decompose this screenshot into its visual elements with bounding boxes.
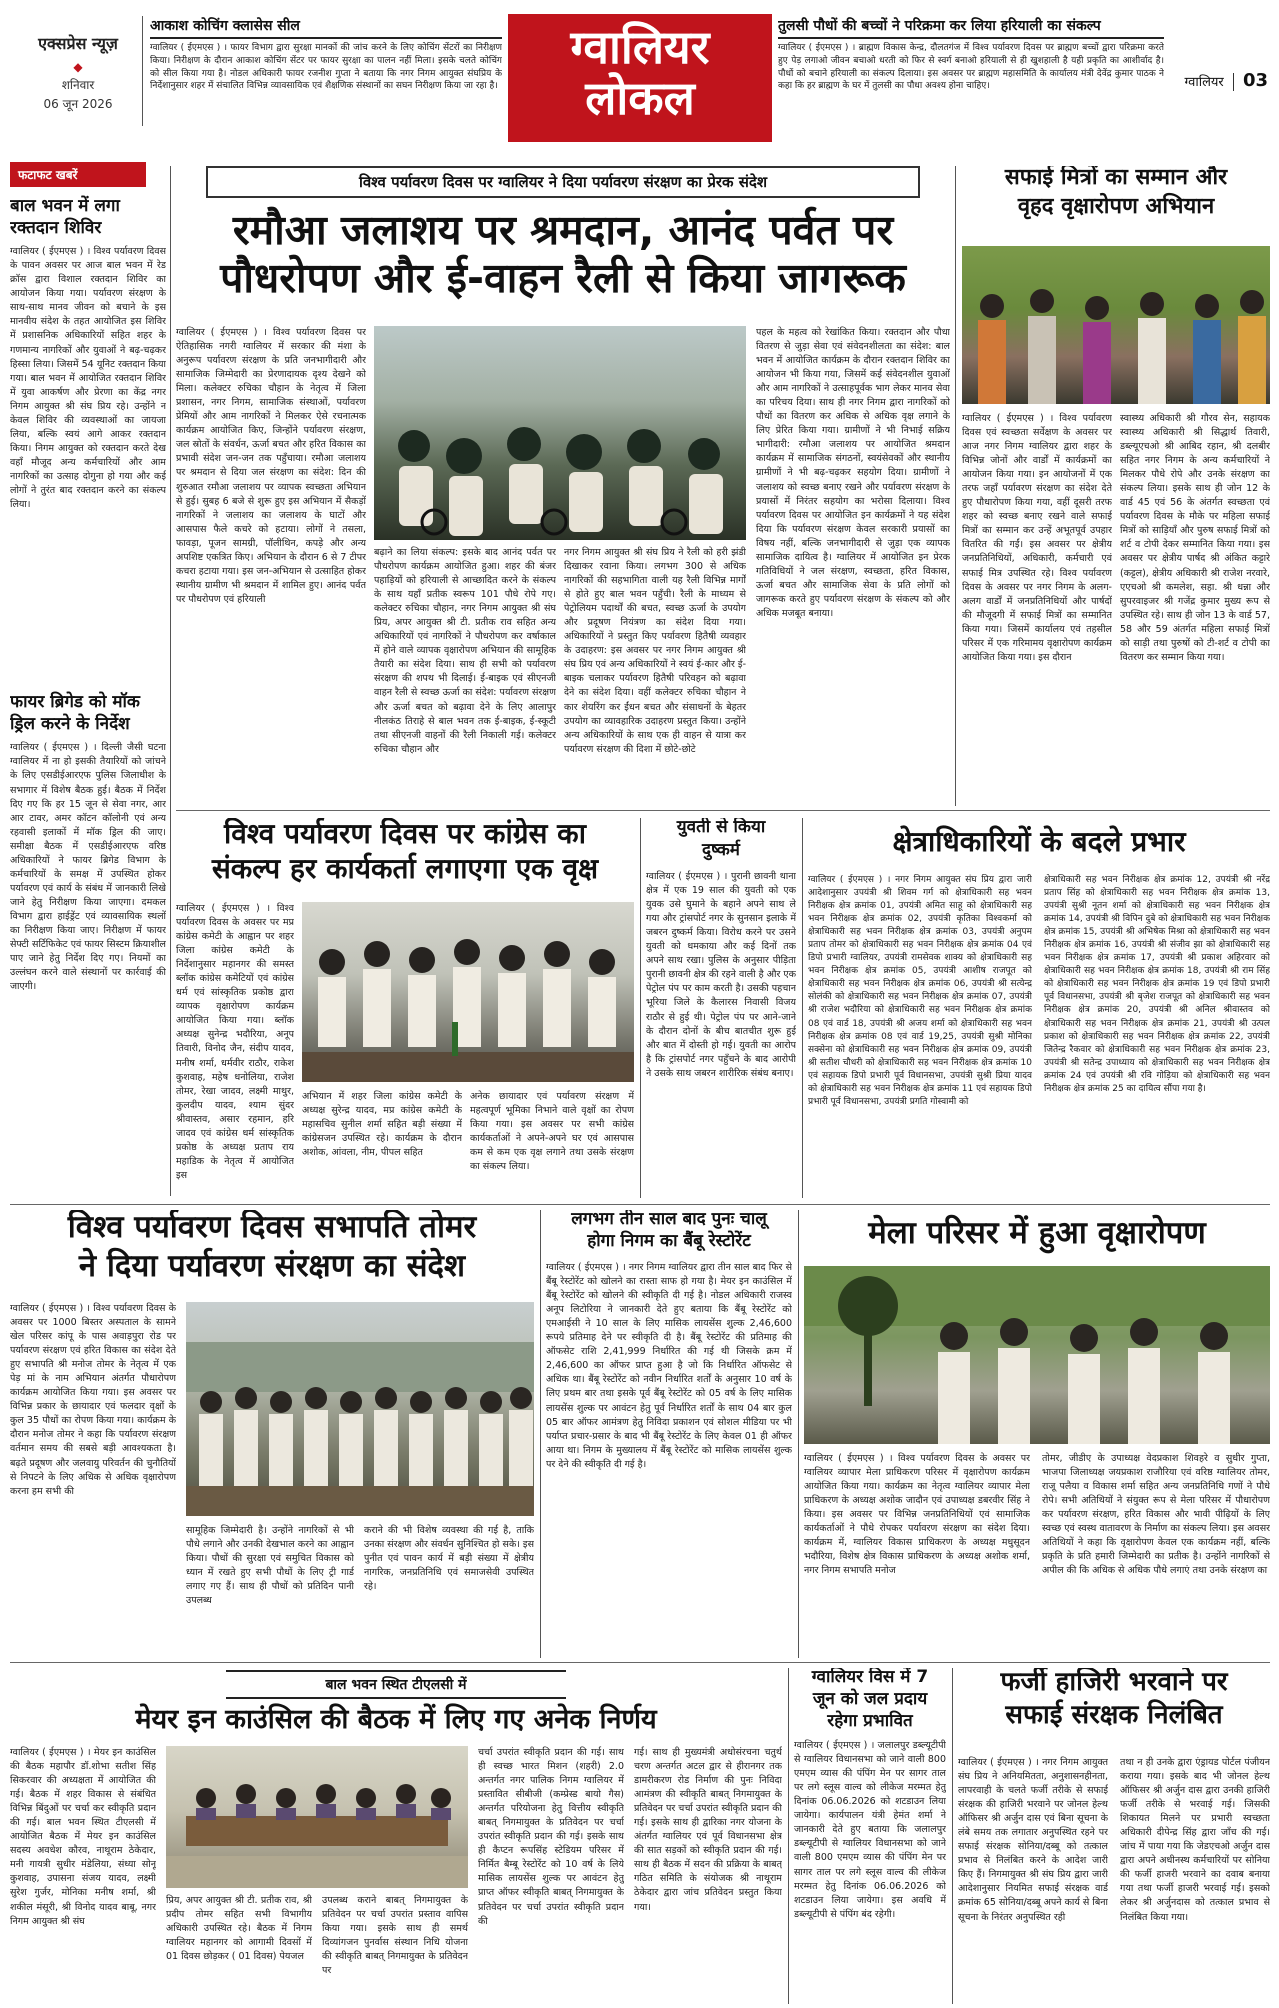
safai-col1: ग्वालियर ( ईएमएस ) । विश्व पर्यावरण दिवस एवं स्वच्छता सर्वेक्षण के अवसर पर आज नगर निगम ग्वालियर द्वारा शहर के विभिन्न जोनों और वार्डों में कार्यक्रमों का आयोजन किया गया। इन आयोजनों में एक तरफ जहाँ पर्यावरण संरक्षण का संदेश देते हुए पौधारोपण किया गया, वहीं दूसरी तरफ शहर को स्वच्छ बनाए रखने वाले सफाई मित्रों का सम्मान कर उन्हें अभूतपूर्व उपहार वितरित की गईं। इस अवसर पर क्षेत्रीय जनप्रतिनिधियों, अधिकारी, कर्मचारी एवं सफाई मित्र उपस्थित रहे। विश्व पर्यावरण दिवस के अवसर पर नगर निगम के अलग-अलग वार्डों में जनप्रतिनिधियों और पार्षदों की मौजूदगी में सफाई मित्रों का सम्मानित किया गया। जिसमें कार्यालय एवं तहसील परिसर में एक गरिमामय वृक्षारोपण कार्यक्रम आयोजित किया गया। इस दौरान	[962, 413, 1112, 663]
sabhapati-headline-line2: ने दिया पर्यावरण संरक्षण का संदेश	[78, 1247, 466, 1284]
masthead-right-story	[778, 16, 1164, 126]
masthead-right-body: ग्वालियर ( ईएमएस ) । ब्राह्मण विकास केन्द्र, दौलतगंज में विश्व पर्यावरण दिवस पर ब्राह्मण बच्चों द्वारा परिक्रमा करते हुए पेड़ लगाओ जीवन बचाओ धरती को फिर से स्वर्ग बनाओ हरियाली से ही खुशहाली है यही प्रकृति का आशीर्वाद है। पौधों को बचाने हरियाली का संकल्प दिलाया। इस अवसर पर ब्राह्मण महासमिति के कार्यालय मंत्री देवेंद्र कुमार पाठक ने कहा कि हर ब्राह्मण के घर में तुलसी का पौधा अवश्य होना चाहिए।	[778, 43, 1164, 92]
mayor-col4: चर्चा उपरांत स्वीकृति प्रदान की गई। साथ ही स्वच्छ भारत मिशन (शहरी) 2.0 अन्तर्गत नगर पालिक निगम ग्वालियर में प्रस्तावित सीबीजी (कम्प्रेस्ड बायो गैस) अन्तर्गत परियोजना हेतु वित्तीय स्वीकृति बाबत् निगमायुक्त के प्रतिवेदन पर चर्चा उपरांत स्वीकृति प्रदान की गई। इसके साथ ही कैप्टन रूपसिंह स्टेडियम परिसर में निर्मित बैम्बू रेस्टोरेंट को 10 वर्ष के लिये मासिक लायसेंस शुल्क पर आवंटन हेतु प्राप्त ऑफर स्वीकृति बाबत् निगमायुक्त के प्रतिवेदन पर चर्चा उपरांत स्वीकृति प्रदान की	[478, 1747, 624, 1927]
bambu-story	[546, 1210, 792, 1658]
sabhapati-col1: ग्वालियर ( ईएमएस ) । विश्व पर्यावरण दिवस के अवसर पर 1000 बिस्तर अस्पताल के सामने खेल परिसर कांपू के पास अवाड़पुरा रोड पर पर्यावरण संरक्षण एवं हरित विकास का संदेश देते हुए सभापति श्री मनोज तोमर के नेतृत्व में एक पेड़ मां के नाम अभियान अंतर्गत पौधारोपण कार्यक्रम आयोजित किया गया। इस अवसर पर विभिन्न प्रकार के छायादार एवं फलदार वृक्षों के कुल 35 पौधों का रोपण किया गया। कार्यक्रम के दौरान मनोज तोमर ने कहा कि पर्यावरण संरक्षण वर्तमान समय की सबसे बड़ी आवश्यकता है। बढ़ते प्रदूषण और जलवायु परिवर्तन की चुनौतियों से निपटने के लिए अधिक से अधिक वृक्षारोपण करना हम सभी की	[10, 1303, 176, 1497]
mela-planting-illustration	[804, 1266, 1270, 1444]
farji-col1: ग्वालियर ( ईएमएस ) । नगर निगम आयुक्त संघ प्रिय ने अनियमितता, अनुशासनहीनता, लापरवाही के चलते फर्जी तरीके से सफाई संरक्षक की हाजिरी भरवाने पर जोनल हेल्थ ऑफिसर श्री अर्जुन दास एवं बिना सूचना के लंबे समय तक लगातार अनुपस्थित रहने पर सफाई संरक्षक सोनिया/दब्बू को तत्काल प्रभाव से निलंबित करने के आदेश जारी किए हैं। निगमायुक्त श्री संघ प्रिय द्वारा जारी आदेशानुसार नियमित सफाई संरक्षक वार्ड क्रमांक 65 सोनिया/दब्बू अपने कार्य से बिना सूचना के निरंतर अनुपस्थित रही	[958, 1757, 1108, 1923]
congress-col1: ग्वालियर ( ईएमएस ) । विश्व पर्यावरण दिवस के अवसर पर मप्र कांग्रेस कमेटी के आह्वान पर शहर जिला कांग्रेस कमेटी के निर्देशानुसार महानगर की समस्त ब्लॉक कांग्रेस कमेटियों एवं कांग्रेस धर्म एवं सांस्कृतिक प्रकोष्ठ द्वारा व्यापक वृक्षारोपण कार्यक्रम आयोजित किया गया। ब्लॉक अध्यक्ष सुनेन्द्र भदौरिया, अनूप तिवारी, विनोद जैन, संदीप यादव, मनीष शर्मा, धर्मवीर राठौर, राकेश कुशवाह, महेष धनोलिया, राजेश तोमर, रेखा जादव, लक्ष्मी माथुर, कुलदीप यादव, श्याम सुंदर श्रीवास्तव, असार रहमान, हरि जादव एवं कांग्रेस धर्म सांस्कृतिक प्रकोष्ठ के अध्यक्ष प्रताप राय महाडिक के नेतृत्व में आयोजित इस	[176, 903, 294, 1181]
mayor-photo	[166, 1746, 468, 1888]
mayor-meeting-illustration	[166, 1746, 468, 1888]
congress-photo	[302, 902, 634, 1082]
section-banner	[508, 14, 772, 142]
farji-story	[958, 1668, 1270, 2004]
sidebar-story2-body: ग्वालियर ( ईएमएस ) । दिल्ली जैसी घटना ग्वालियर में ना हो इसकी तैयारियों को जांचने के लिए एसडीईआरएफ पुलिस जिलाधीश के सभागार में विशेष बैठक हुई। बैठक में निर्देश दिए गए कि हर 15 जून से सेवा नगर, आर आर टावर, अमर कॉटन कॉलोनी एवं अन्य रहवासी इलाकों में मॉक ड्रिल की जाए। समीक्षा बैठक में एसडीईआरएफ वरिष्ठ अधिकारियों ने फायर ब्रिगेड विभाग के कर्मचारियों के समक्ष में उपस्थित होकर पर्यावरण एवं कार्य के संबंध में जानकारी लिखे जाने हेतु निरीक्षण किया जाएगा। दमकल विभाग द्वारा हाईड्रेंट एवं व्यावसायिक स्थलों का निरीक्षण किया जाए। निरीक्षण में फायर सेफ्टी सर्टिफिकेट एवं फायर सिस्टम क्रियाशील पाए जाने हेतु निर्देश दिए गए। नियमों का उल्लंघन करने वाले संस्थानों पर कार्रवाई की जाएगी।	[10, 742, 166, 993]
prabhar-col1: ग्वालियर ( ईएमएस ) । नगर निगम आयुक्त संघ प्रिय द्वारा जारी आदेशानुसार उपयंत्री श्री शिवम गर्ग को क्षेत्राधिकारी सह भवन निरीक्षक क्षेत्र क्रमांक 01, उपयंत्री अमित साहू को क्षेत्राधिकारी सह भवन निरीक्षक क्षेत्र क्रमांक 02, उपयंत्री कृतिका विश्वकर्मा को क्षेत्राधिकारी सह भवन निरीक्षक क्षेत्र क्रमांक 03, उपयंत्री अनुपम प्रताप तोमर को क्षेत्राधिकारी सह भवन निरीक्षक क्षेत्र क्रमांक 04 एवं डिपो प्रभारी ग्वालियर, उपयंत्री रामसेवक शाक्य को क्षेत्राधिकारी सह भवन निरीक्षक क्षेत्र क्रमांक 05, उपयंत्री आशीष राजपूत को क्षेत्राधिकारी सह भवन निरीक्षक क्षेत्र क्रमांक 06, उपयंत्री श्री सत्येन्द्र सोलंकी को क्षेत्राधिकारी सह भवन निरीक्षक क्षेत्र क्रमांक 07, उपयंत्री श्री राजेश भदौरिया को क्षेत्राधिकारी सह भवन निरीक्षक क्षेत्र क्रमांक 08 एवं वार्ड 18, उपयंत्री श्री अजय शर्मा को क्षेत्राधिकारी सह भवन निरीक्षक क्षेत्र क्रमांक 08 एवं वार्ड 19,25, उपयंत्री सुश्री मोनिका सक्सेना को क्षेत्राधिकारी सह भवन निरीक्षक क्षेत्र क्रमांक 09, उपयंत्री श्री सतीश चौधरी को क्षेत्राधिकारी सह भवन निरीक्षक क्षेत्र क्रमांक 10 एवं सहायक डिपो प्रभारी पूर्व विधानसभा, उपयंत्री सुश्री प्रिया यादव को क्षेत्राधिकारी सह भवन निरीक्षक क्षेत्र क्रमांक 11 एवं सहायक डिपो प्रभारी पूर्व विधानसभा, उपयंत्री प्रगति गोस्वामी को	[808, 875, 1032, 1107]
sabhapati-col2: सामूहिक जिम्मेदारी है। उन्होंने नागरिकों से भी पौधे लगाने और उनकी देखभाल करने का आह्वान किया। पौधों की सुरक्षा एवं समुचित विकास को ध्यान में रखते हुए सभी पौधों के लिए ट्री गार्ड लगाए गए हैं। साथ ही पौधों को प्रतिदिन पानी उपलब्ध	[186, 1525, 354, 1607]
brand-block	[18, 14, 138, 124]
mela-story	[804, 1210, 1270, 1658]
page-number-block	[1168, 70, 1268, 94]
issue-day: शनिवार	[61, 78, 95, 92]
mela-col1: ग्वालियर ( ईएमएस ) । विश्व पर्यावरण दिवस के अवसर पर ग्वालियर व्यापार मेला प्राधिकरण परिसर में वृक्षारोपण कार्यक्रम आयोजित किया गया। कार्यक्रम का नेतृत्व ग्वालियर व्यापार मेला प्राधिकरण के अध्यक्ष अशोक जादौन एवं उपाध्यक्ष डबरवीर सिंह ने किया। इस अवसर पर विभिन्न जनप्रतिनिधियों एवं सामाजिक कार्यकर्ताओं ने पौधे रोपकर पर्यावरण संरक्षण का संदेश दिया। कार्यक्रम में, ग्वालियर विकास प्राधिकरण के अध्यक्ष मधुसूदन भदौरिया, विशेष क्षेत्र विकास प्राधिकरण के अध्यक्ष अशोक शर्मा, नगर निगम सभापति मनोज	[804, 1453, 1030, 1577]
prabhar-story	[808, 818, 1270, 1198]
mayor-col2: प्रिय, अपर आयुक्त श्री टी. प्रतीक राव, श्री प्रदीप तोमर सहित सभी विभागीय अधिकारी उपस्थित रहे। बैठक में निगम ग्वालियर महानगर को आगामी दिवसों में 01 दिवस छोड़कर ( 01 दिवस) पेयजल	[166, 1895, 312, 1963]
yuvati-headline-line2: दुष्कर्म	[702, 840, 740, 861]
mayor-headline: मेयर इन काउंसिल की बैठक में लिए गए अनेक निर्णय	[135, 1704, 657, 1735]
sabhapati-photo	[186, 1302, 534, 1516]
lead-col2: बढ़ाने का लिया संकल्प: इसके बाद आनंद पर्वत पर पौधरोपण कार्यक्रम आयोजित हुआ। शहर की बंजर पहाड़ियों को हरियाली से आच्छादित करने के संकल्प के साथ यहाँ प्रतीक स्वरूप 101 पौधे रोपे गए। कलेक्टर रुचिका चौहान, नगर निगम आयुक्त श्री संघ प्रिय, अपर आयुक्त श्री टी. प्रतीक राव सहित अन्य अधिकारियों एवं नागरिकों ने पौधरोपण कर वर्षाकाल में होने वाले व्यापक वृक्षारोपण अभियान की सामूहिक तैयारी का संदेश दिया। साथ ही सभी को पर्यावरण संरक्षण की शपथ भी दिलाई। ई-बाइक एवं सीएनजी वाहन रैली से स्वच्छ ऊर्जा का संदेश: पर्यावरण संरक्षण और ऊर्जा बचत को बढ़ावा देने के लिए आलापुर नीलकंठ तिराहे से बाल भवन तक ई-बाइक, ई-स्कूटी तथा सीएनजी वाहनों की रैली निकाली गई। कलेक्टर रुचिका चौहान और	[374, 547, 556, 755]
lead-headline-line2: पौधरोपण और ई-वाहन रैली से किया जागरूक	[220, 253, 906, 302]
lead-rally-photo	[374, 326, 746, 540]
mayor-col3: उपलब्ध कराने बाबत् निगमायुक्त के प्रतिवेदन पर चर्चा उपरांत प्रस्ताव वापिस किया गया। इसके साथ ही समर्थ दिव्यांगजन पुनर्वास संस्थान निधि योजना की स्वीकृति बाबत् निगमायुक्त के प्रतिवेदन पर	[322, 1895, 468, 1977]
congress-col2: अभियान में शहर जिला कांग्रेस कमेटी के अध्यक्ष सुरेन्द्र यादव, मप्र कांग्रेस कमेटी के महासचिव सुनील शर्मा सहित बड़ी संख्या में कांग्रेसजन उपस्थित रहे। कार्यक्रम के दौरान अशोक, आंवला, नीम, पीपल सहित	[302, 1091, 462, 1159]
mela-photo	[804, 1266, 1270, 1444]
bambu-body: ग्वालियर ( ईएमएस ) । नगर निगम ग्वालियर द्वारा तीन साल बाद फिर से बैंबू रेस्टोरेंट को खोलने का रास्ता साफ हो गया है। मेयर इन काउंसिल में बैंबू रेस्टोरेंट को खोलने की स्वीकृति दी गई है। नोडल अधिकारी राजस्व अनूप लिटोरिया ने जानकारी देते हुए बताया कि बैंबू रेस्टोरेंट को एमआईसी ने 10 साल के लिए मासिक लायसेंस शुल्क 2,46,600 रूपये प्रतिमाह देने पर स्वीकृति दी है। बैंबू रेस्टोरेंट की प्रतिमाह की ऑफसेट राशि 2,41,999 निर्धारित की गई थी जिसके क्रम में 2,46,600 का ऑफर प्राप्त हुआ है जो कि निर्धारित ऑफसेट से अधिक था। बैंबू रेस्टोरेंट को नवीन निर्धारित शर्तों के अनुसार 10 वर्ष के लिए प्रथम बार तथा इसके पूर्व बैंबू रेस्टोरेंट को 05 वर्ष के लिए मासिक लायसेंस शुल्क पर आवंटन हेतु पूर्व निर्धारित शर्तों के साथ 04 बार कुल 05 बार ऑफर आमंत्रण हेतु निविदा प्रकाशन एवं सोशल मीडिया पर भी पर्याप्त प्रचार-प्रसार के बाद भी बैंबू रेस्टोरेंट के लिए केवल 01 ही ऑफर आया था। निगम के मुख्यालय में बैंबू रेस्टोरेंट को मासिक लायसेंस शुल्क पर देने की स्वीकृति दी गई है।	[546, 1262, 792, 1470]
yuvati-body: ग्वालियर ( ईएमएस ) । पुरानी छावनी थाना क्षेत्र में एक 19 साल की युवती को एक युवक उसे घुमाने के बहाने अपने साथ ले गया और ट्रांसपोर्ट नगर के सुनसान इलाके में जबरन दुष्कर्म किया। विरोध करने पर उसने युवती को धमकाया और कई दिनों तक अपने साथ रखा। पुलिस के अनुसार पीड़िता पुरानी छावनी क्षेत्र की रहने वाली है और एक पेट्रोल पंप पर काम करती है। उसकी पहचान भूरिया जिले के कैलारस निवासी विजय राठौर से हुई थी। पेट्रोल पंप पर आने-जाने के दौरान दोनों के बीच बातचीत शुरू हुई और बात में दोस्ती हो गई। युवती का आरोप है कि ट्रांसपोर्ट नगर पहुँचने के बाद आरोपी ने उसके साथ जबरन शारीरिक संबंध बनाए।	[646, 871, 796, 1079]
bambu-headline-line1: लगभग तीन साल बाद पुनः चालू	[571, 1210, 767, 1229]
brand-diamond-icon: ◆	[73, 60, 83, 74]
masthead-left-story	[150, 16, 502, 126]
brand-name: एक्सप्रेस न्यूज़	[38, 34, 118, 53]
sidebar-story1-body: ग्वालियर ( ईएमएस ) । विश्व पर्यावरण दिवस के पावन अवसर पर आज बाल भवन में रेड क्रॉस द्वारा विशाल रक्तदान शिविर का आयोजन किया गया। पर्यावरण संरक्षण के साथ-साथ मानव जीवन को बचाने के इस मानवीय संदेश के तहत आयोजित इस शिविर में प्रशासनिक अधिकारियों सहित शहर के गणमान्य नागरिकों और युवाओं ने बढ़-चढ़कर हिस्सा लिया। जिसमें 54 यूनिट रक्तदान किया गया। बाल भवन में आयोजित रक्तदान शिविर में युवा आकर्षण और प्रेरणा का केंद्र नगर निगम आयुक्त श्री संघ प्रिय रहे। उन्होंने न केवल शिविर की व्यवस्थाओं का जायजा लिया, बल्कि स्वयं आगे आकर रक्तदान किया। निगम आयुक्त को रक्तदान करते देख वहाँ मौजूद अन्य कर्मचारियों और आम नागरिकों का उत्साह दोगुना हो गया और कई लोगों ने तुरंत बाद रक्तदान करने का संकल्प लिया।	[10, 246, 166, 511]
mayor-kicker: बाल भवन स्थित टीएलसी में	[226, 1670, 566, 1699]
sidebar-story2-title: फायर ब्रिगेड को मॉक ड्रिल करने के निर्देश	[10, 692, 140, 735]
jal-headline-line3: रहेगा प्रभावित	[827, 1711, 913, 1732]
mela-col2: तोमर, जीडीए के उपाध्यक्ष वेदप्रकाश शिवहरे व सुधीर गुप्ता, भाजपा जिलाध्यक्ष जयप्रकाश राजौरिया एवं वरिष्ठ ग्वालियर तोमर, राजू पलैया व विकास शर्मा सहित अन्य जनप्रतिनिधि गणों ने पौधे रोपे। सभी अतिथियों ने संयुक्त रूप से मेला परिसर में पौधारोपण कर पर्यावरण संरक्षण, हरित विकास और भावी पीढ़ियों के लिए स्वच्छ एवं स्वस्थ वातावरण के निर्माण का संकल्प लिया। इस अवसर अतिथियों ने कहा कि वृक्षारोपण केवल एक कार्यक्रम नहीं, बल्कि प्रकृति के प्रति हमारी जिम्मेदारी का प्रतीक है। उन्होंने नागरिकों से अपील की कि अधिक से अधिक पौधे लगाएं तथा उनके संरक्षण का	[1042, 1453, 1270, 1577]
mayor-story	[10, 1668, 782, 2004]
farji-headline-line2: सफाई संरक्षक निलंबित	[1005, 1700, 1223, 1731]
jal-headline-line1: ग्वालियर विस में 7	[811, 1668, 929, 1687]
lead-col1: ग्वालियर ( ईएमएस ) । विश्व पर्यावरण दिवस पर ऐतिहासिक नगरी ग्वालियर में सरकार की मंशा के अनुरूप पर्यावरण संरक्षण के प्रति जनभागीदारी और सामाजिक जिम्मेदारी का प्रेरणादायक दृश्य देखने को मिला। कलेक्टर रुचिका चौहान के नेतृत्व में जिला प्रशासन, नगर निगम, सामाजिक संस्थाओं, पर्यावरण प्रेमियों और आम नागरिकों ने मिलकर ऐसे रचनात्मक कार्यक्रम आयोजित किए, जिन्होंने पर्यावरण संरक्षण, जल स्रोतों के संवर्धन, ऊर्जा बचत और हरित विकास का प्रभावी संदेश जन-जन तक पहुँचाया। रमौआ जलाशय पर श्रमदान से दिया जल संरक्षण का संदेश: दिन की शुरुआत रमौआ जलाशय पर व्यापक स्वच्छता अभियान से हुई। सुबह 6 बजे से शुरू हुए इस अभियान में सैकड़ों नागरिकों ने जलाशय का जलाशय के घाटों और आसपास फैले कचरे को हटाया। लोगों ने तसला, फावड़ा, पूजन सामग्री, पॉलीथिन, कपड़े और अन्य अपशिष्ट एकत्रित किए। अभियान के दौरान 6 से 7 टीपर कचरा हटाया गया। इस जन-अभियान से उत्साहित होकर स्थानीय ग्रामीण भी श्रमदान में शामिल हुए। आनंद पर्वत पर पौधरोपण एवं हरियाली	[176, 327, 366, 605]
masthead-left-title: आकाश कोचिंग क्लासेस सील	[150, 16, 502, 39]
yuvati-story	[646, 818, 796, 1198]
lead-col4: पहल के महत्व को रेखांकित किया। रक्तदान और पौधा वितरण से जुड़ा सेवा एवं संवेदनशीलता का संदेश: बाल भवन में आयोजित कार्यक्रम के दौरान रक्तदान शिविर का आयोजन भी किया गया, जिसमें कई संवेदनशील युवाओं और आम नागरिकों ने उत्साहपूर्वक भाग लेकर मानव सेवा का परिचय दिया। साथ ही नगर निगम द्वारा नागरिकों को पौधों का वितरण कर अधिक से अधिक वृक्ष लगाने के लिए प्रेरित किया गया। ग्रामीणों ने भी निभाई सक्रिय भागीदारी: रमौआ जलाशय पर आयोजित श्रमदान कार्यक्रम में सामाजिक संगठनों, स्वयंसेवकों और स्थानीय ग्रामीणों ने भी बढ़-चढ़कर सहयोग दिया। ग्रामीणों ने जलाशय को स्वच्छ बनाए रखने और पर्यावरण संरक्षण के प्रयासों में निरंतर सहयोग का भरोसा दिलाया। विश्व पर्यावरण दिवस पर आयोजित इन कार्यक्रमों ने यह संदेश दिया कि पर्यावरण संरक्षण केवल सरकारी प्रयासों का विषय नहीं, बल्कि जनभागीदारी से जुड़ा एक व्यापक सामाजिक दायित्व है। ग्वालियर में आयोजित इन प्रेरक गतिविधियों ने जल संरक्षण, स्वच्छता, हरित विकास, ऊर्जा बचत और सामाजिक सेवा के प्रति लोगों को जागरूक करते हुए पर्यावरण संरक्षण के संकल्प को और अधिक मजबूत बनाया।	[756, 327, 950, 619]
lead-headline-line1: रमौआ जलाशय पर श्रमदान, आनंद पर्वत पर	[232, 206, 894, 254]
sabhapati-story	[10, 1210, 534, 1658]
safai-col2: स्वास्थ्य अधिकारी श्री गौरव सेन, सहायक स्वास्थ्य अधिकारी श्री सिद्धार्थ तिवारी, डब्ल्यूएचओ श्री आबिद रहान, श्री दलबीर सहित नगर निगम के अन्य कर्मचारियों ने मिलकर पौधे रोपे और उनके संरक्षण का संकल्प लिया। इसके साथ ही जोन 12 के वार्ड 45 एवं 56 के अंतर्गत स्वच्छता एवं पर्यावरण दिवस के मौके पर महिला सफाई मित्रों को साड़ियाँ और पुरुष सफाई मित्रों को शर्ट व टोपी देकर सम्मानित किया गया। इस अवसर पर क्षेत्रीय पार्षद श्री अंकित कट्टारे (कट्टल), क्षेत्रीय अधिकारी श्री राजेश नरवारे, एएचओ श्री कमलेश, सहा. श्री धन्ना और सुपरवाइजर श्री गजेंद्र कुमार मुख्य रूप से उपस्थित रहे। साथ ही जोन 13 के वार्ड 57, 58 और 59 अंतर्गत महिला सफाई मित्रों को साड़ी तथा पुरुषों को टी-शर्ट व टोपी का वितरण कर सम्मान किया गया।	[1120, 413, 1270, 663]
masthead-left-body: ग्वालियर ( ईएमएस ) । फायर विभाग द्वारा सुरक्षा मानकों की जांच करने के लिए कोचिंग सेंटरों का निरीक्षण किया। निरीक्षण के दौरान आकाश कोचिंग सेंटर पर फायर सुरक्षा का पालन नहीं मिला। इसके चलते कोचिंग को सील किया गया है। नोडल अधिकारी फायर रजनीश गुप्ता ने बताया कि नगर निगम आयुक्त संघप्रिय के निर्देशानुसार शहर में संचालित विभिन्न व्यावसायिक एवं शैक्षणिक संस्थानों का सघन निरीक्षण किया जा रहा है।	[150, 43, 502, 92]
rally-crowd-illustration	[374, 326, 746, 540]
lead-story	[176, 166, 950, 806]
sabhapati-col3: कराने की भी विशेष व्यवस्था की गई है, ताकि उनका संरक्षण और संवर्धन सुनिश्चित हो सके। इस पुनीत एवं पावन कार्य में बड़ी संख्या में क्षेत्रीय नागरिक, जनप्रतिनिधि एवं समाजसेवी उपस्थित रहे।	[364, 1525, 534, 1593]
lead-kicker: विश्व पर्यावरण दिवस पर ग्वालियर ने दिया पर्यावरण संरक्षण का प्रेरक संदेश	[206, 166, 920, 198]
page-number: 03	[1242, 70, 1268, 91]
prabhar-headline: क्षेत्राधिकारियों के बदले प्रभार	[892, 825, 1186, 858]
section-title-line1: ग्वालियर	[570, 20, 710, 74]
yuvati-headline-line1: युवती से किया	[676, 818, 766, 837]
lead-col3: नगर निगम आयुक्त श्री संघ प्रिय ने रैली को हरी झंडी दिखाकर रवाना किया। लगभग 300 से अधिक नागरिकों की सहभागिता वाली यह रैली विभिन्न मार्गों से होते हुए बाल भवन पहुँची। रैली के माध्यम से पेट्रोलियम पदार्थों की बचत, स्वच्छ ऊर्जा के उपयोग और प्रदूषण नियंत्रण का संदेश दिया गया। अधिकारियों ने प्रस्तुत किए पर्यावरण हितैषी व्यवहार के उदाहरण: इस अवसर पर नगर निगम आयुक्त श्री संघ प्रिय एवं अन्य अधिकारियों ने स्वयं ई-कार और ई-बाइक चलाकर पर्यावरण हितैषी परिवहन को बढ़ावा देने का संदेश दिया। वहीं कलेक्टर रुचिका चौहान ने कार शेयरिंग कर ईंधन बचत और संसाधनों के बेहतर उपयोग का व्यावहारिक उदाहरण प्रस्तुत किया। उन्होंने अन्य अधिकारियों के साथ एक ही वाहन से यात्रा कर पर्यावरण संरक्षण की दिशा में छोटे-छोटे	[564, 547, 746, 755]
masthead-right-title: तुलसी पौधों की बच्चों ने परिक्रमा कर लिया हरियाली का संकल्प	[778, 16, 1164, 39]
congress-col3: अनेक छायादार एवं पर्यावरण संरक्षण में महत्वपूर्ण भूमिका निभाने वाले वृक्षों का रोपण किया गया। इस अवसर पर सभी कांग्रेस कार्यकर्ताओं ने अपने-अपने घर एवं आसपास कम से कम एक वृक्ष लगाने तथा उसके संरक्षण का संकल्प लिया।	[470, 1091, 634, 1173]
mayor-col5: गई। साथ ही मुख्यमंत्री अधोसंरचना चतुर्थ चरण अन्तर्गत अटल द्वार से हीरानगर तक डामरीकरण रोड निर्माण की पुनः निविदा आमंत्रण की स्वीकृति बाबत् निगमायुक्त के प्रतिवेदन पर चर्चा उपरांत स्वीकृति प्रदान की गई। इसके साथ ही द्वारिका नगर योजना के अंतर्गत ग्वालियर एवं पूर्व विधानसभा क्षेत्र की सात सड़कों को स्वीकृति प्रदान की गई। साथ ही बैठक में सदन की प्रक्रिया के बाबत् गठित समिति के संयोजक श्री नाथूराम ठेकेदार द्वारा जांच प्रतिवेदन प्रस्तुत किया गया।	[634, 1747, 782, 1913]
page-city: ग्वालियर	[1184, 75, 1224, 90]
safai-people-illustration	[962, 246, 1270, 404]
issue-date: 06 जून 2026	[43, 97, 113, 111]
masthead	[0, 0, 1279, 160]
safai-headline-line2: वृहद वृक्षारोपण अभियान	[1017, 193, 1215, 219]
sidebar	[10, 162, 166, 1202]
jal-story	[794, 1668, 946, 2004]
safai-story	[962, 166, 1270, 806]
prabhar-col2: क्षेत्राधिकारी सह भवन निरीक्षक क्षेत्र क्रमांक 12, उपयंत्री श्री नरेंद्र प्रताप सिंह को क्षेत्राधिकारी सह भवन निरीक्षक क्षेत्र क्रमांक 13, उपयंत्री सुश्री नूतन शर्मा को क्षेत्राधिकारी सह भवन निरीक्षक क्षेत्र क्रमांक 14, उपयंत्री श्री विपिन दुबे को क्षेत्राधिकारी सह भवन निरीक्षक क्षेत्र क्रमांक 15, उपयंत्री श्री अभिषेक मिश्रा को क्षेत्राधिकारी सह भवन निरीक्षक क्षेत्र क्रमांक 16, उपयंत्री श्री संजीव झा को क्षेत्राधिकारी सह भवन निरीक्षक क्षेत्र क्रमांक 17, उपयंत्री श्री प्रकाश अहिरवार को क्षेत्राधिकारी सह भवन निरीक्षक क्षेत्र क्रमांक 18, उपयंत्री श्री राम सिंह को क्षेत्राधिकारी सह भवन निरीक्षक क्षेत्र क्रमांक 19 एवं डिपो प्रभारी पूर्व विधानसभा, उपयंत्री श्री बृजेश राजपूत को क्षेत्राधिकारी सह भवन निरीक्षक क्षेत्र क्रमांक 20, उपयंत्री श्री अनिल श्रीवास्तव को क्षेत्राधिकारी सह भवन निरीक्षक क्षेत्र क्रमांक 21, उपयंत्री श्री उत्पल प्रकाश को क्षेत्राधिकारी सह भवन निरीक्षक क्षेत्र क्रमांक 22, उपयंत्री जितेन्द्र रैकवार को क्षेत्राधिकारी सह भवन निरीक्षक क्षेत्र क्रमांक 23, उपयंत्री श्री सतेन्द्र उपाध्याय को क्षेत्राधिकारी सह भवन निरीक्षक क्षेत्र क्रमांक 24 एवं उपयंत्री श्री रवि गोड़िया को क्षेत्राधिकारी सह भवन निरीक्षक क्षेत्र क्रमांक 25 का दायित्व सौंपा गया है।	[1044, 875, 1270, 1094]
congress-story	[176, 818, 634, 1198]
jal-headline-line2: जून को जल प्रदाय	[812, 1689, 928, 1710]
mayor-col1: ग्वालियर ( ईएमएस ) । मेयर इन काउंसिल की बैठक महापौर डॉ.शोभा सतीश सिंह सिकरवार की अध्यक्षता में आयोजित की गई। बैठक में शहर विकास से संबंधित विभिन्न बिंदुओं पर चर्चा कर स्वीकृति प्रदान की गई। बाल भवन स्थित टीएलसी में आयोजित बैठक में मेयर इन काउंसिल सदस्य अवधेश कौरव, नाथूराम ठेकेदार, मनी गायत्री सुधीर मंडेलिया, संध्या सोनू कुशवाह, उपासना संजय यादव, लक्ष्मी सुरेश गुर्जर, मोनिका मनीष शर्मा, श्री शकील मंसूरी, श्री विनोद यादव बाबू, नगर निगम आयुक्त श्री संघ	[10, 1747, 156, 1927]
safai-headline-line1: सफाई मित्रों का सम्मान और	[1004, 166, 1228, 190]
sidebar-header: फटाफट खबरें	[10, 162, 146, 187]
bambu-headline-line2: होगा निगम का बैंबू रेस्टोरेंट	[587, 1231, 751, 1252]
safai-photo	[962, 246, 1270, 404]
farji-headline-line1: फर्जी हाजिरी भरवाने पर	[1000, 1668, 1228, 1697]
sabhapati-headline-line1: विश्व पर्यावरण दिवस सभापति तोमर	[67, 1210, 477, 1245]
sidebar-story1-title: बाल भवन में लगा रक्तदान शिविर	[10, 196, 120, 239]
congress-headline-line1: विश्व पर्यावरण दिवस पर कांग्रेस का	[224, 818, 586, 850]
sabhapati-group-illustration	[186, 1302, 534, 1516]
congress-group-illustration	[302, 902, 634, 1082]
section-title-line2: लोकल	[585, 70, 695, 125]
mela-headline: मेला परिसर में हुआ वृक्षारोपण	[868, 1215, 1206, 1251]
jal-body: ग्वालियर ( ईएमएस ) । जलालपुर डब्ल्यूटीपी से ग्वालियर विधानसभा को जाने वाली 800 एमएम व्यास की पंपिंग मेन पर सागर ताल पर लगे स्लूस वाल्व को लीकेज मरम्मत हेतु दिनांक 06.06.2026 को शटडाउन लिया जायेगा। कार्यपालन यंत्री हेमंत शर्मा ने जानकारी देते हुए बताया कि जलालपुर डब्ल्यूटीपी से ग्वालियर विधानसभा को जाने वाली 800 एमएम व्यास की पंपिंग मेन पर सागर ताल पर लगे स्लूस वाल्व की लीकेज मरम्मत हेतु दिनांक 06.06.2026 को शटडाउन लिया जायेगा। इस अवधि में डब्ल्यूटीपी से पंपिंग बंद रहेगी।	[794, 1740, 946, 1920]
farji-col2: तथा न ही उनके द्वारा एंड्रायड पोर्टल पंजीयन कराया गया। इसके बाद भी जोनल हेल्थ ऑफिसर श्री अर्जुन दास द्वारा उनकी हाजिरी फर्जी तरीके से भरवाई गई। जिसकी शिकायत मिलने पर प्रभारी स्वच्छता अधिकारी दीपेन्द्र सिंह द्वारा जाँच की गई। जांच में पाया गया कि जेडएचओ अर्जुन दास द्वारा अपने अधीनस्थ कर्मचारियों पर सोनिया की फर्जी हाजरी भरवाने का दवाब बनाया गया तथा फर्जी हाजरी भरवाई गई। इसको लेकर श्री अर्जुनदास को तत्काल प्रभाव से निलंबित किया गया।	[1120, 1757, 1270, 1923]
congress-headline-line2: संकल्प हर कार्यकर्ता लगाएगा एक वृक्ष	[211, 852, 599, 886]
